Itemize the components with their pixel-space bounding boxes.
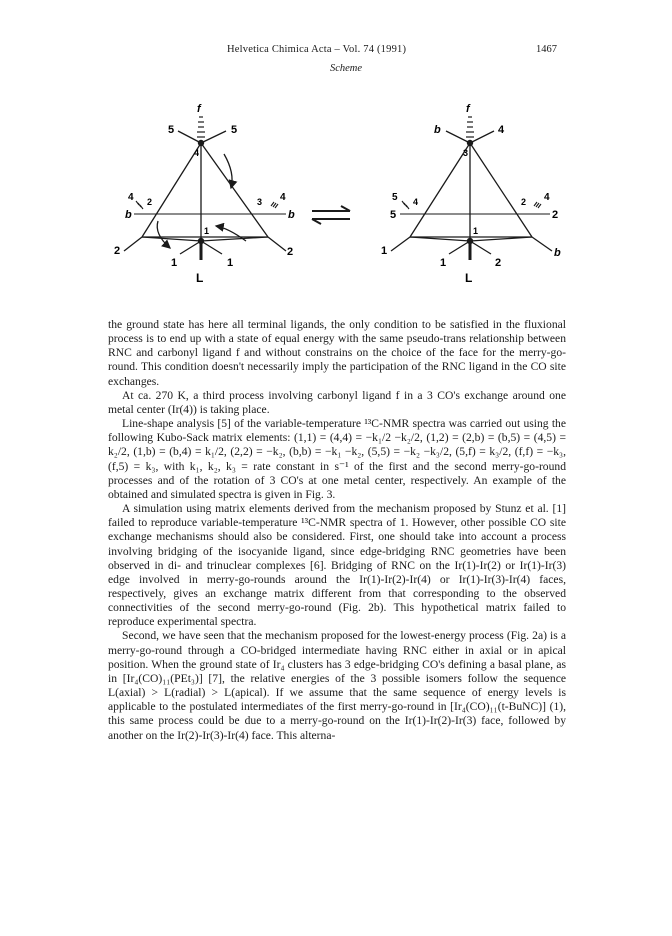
right-left-upper-label: 5: [392, 192, 398, 203]
right-left-lower-label: 1: [381, 245, 388, 257]
left-apex-metal-label: 4: [194, 148, 200, 158]
right-apex-left-label: b: [434, 124, 441, 136]
right-left-mid-label: 5: [390, 209, 397, 221]
left-right-mid-label: b: [288, 209, 295, 221]
left-cluster-labels: [114, 103, 295, 285]
equilibrium-arrows: [312, 206, 350, 224]
right-apex-metal-label: 3: [463, 148, 469, 158]
paragraph-2: At ca. 270 K, a third process involving carbonyl ligand f in a 3 CO's exchange around one metal center (Ir(4)) is taking place.: [108, 388, 566, 416]
right-right-upper-label: 4: [544, 192, 550, 203]
paragraph-5: Second, we have seen that the mechanism proposed for the lowest-energy process (Fig. 2a) is a merry-go-round through a CO-bridged intermediate having RNC either in axial or in apical position. When the ground state of Ir₄ clusters has 3 edge-bridging CO's defining a basal plane, as in [Ir₄(CO)₁₁(PEt₃)] [7], the relative energies of the 3 possible isomers follow the sequence L(axial) > L(radial) > L(apical). If we assume that the same sequence of energy levels is applicable to the postulated intermediates of the first merry-go-round in [Ir₄(CO)₁₁(t-BuNC)] (1), this same process could be due to a merry-go-round on the Ir(1)-Ir(2)-Ir(3) face, followed by another on the Ir(2)-Ir(3)-Ir(4) face. This alterna-: [108, 629, 566, 742]
right-right-metal-label: 2: [521, 197, 527, 207]
left-apex-left-label: 5: [168, 124, 175, 136]
right-right-lower-label: b: [554, 247, 561, 259]
right-apex-right-label: 4: [498, 124, 505, 136]
journal-title: Helvetica Chimica Acta – Vol. 74 (1991): [227, 44, 407, 55]
right-bottom-right-label: 2: [495, 257, 502, 269]
left-left-upper-label: 4: [128, 192, 134, 203]
left-bottom-right-label: 1: [227, 257, 234, 269]
reaction-scheme: [100, 76, 570, 294]
body-text: [108, 318, 566, 743]
right-bottom-ligand-label: L: [465, 271, 473, 285]
scheme-title: Scheme: [329, 63, 363, 74]
right-bottom-left-label: 1: [440, 257, 447, 269]
right-left-metal-label: 4: [413, 197, 419, 207]
page-number: 1467: [536, 44, 557, 55]
left-bottom-left-label: 1: [171, 257, 178, 269]
paragraph-1: the ground state has here all terminal ligands, the only condition to be satisfied in the fluxional process is to end up with a state of equal energy with the same pseudo-trans relationship between RNC and carbonyl ligand f and without constrains on the choice of the face for the merry-go-round. This condition doesn't necessarily imply the participation of the RNC ligand in the CO site exchanges.: [108, 318, 566, 388]
left-top-ligand-label: f: [197, 103, 201, 115]
left-apex-right-label: 5: [231, 124, 238, 136]
left-left-lower-label: 2: [114, 245, 121, 257]
left-cluster-diagram: [124, 117, 286, 260]
left-right-lower-label: 2: [287, 246, 294, 258]
paragraph-3: Line-shape analysis [5] of the variable-temperature ¹³C-NMR spectra was carried out using the following Kubo-Sack matrix elements: (1,1) = (4,4) = −k₁/2 −k₂/2, (1,2) = (2,b) = (b,5) = (4,5) = k₂/2, (1,b) = (b,4) = k₁/2, (2,2) = −k₂, (b,b) = −k₁ −k₂, (5,5) = −k₂ −k₃/2, (5,f) = k₃/2, (f,f) = −k₃, (f,5) = k₃, with k₁, k₂, k₃ = rate constant in s⁻¹ of the first and the second merry-go-round processes and of the rotation of 3 CO's at one metal center, respectively. An example of the obtained and simulated spectra is given in Fig. 3.: [108, 417, 566, 501]
left-right-metal-label: 3: [257, 197, 263, 207]
left-bottom-ligand-label: L: [196, 271, 204, 285]
right-right-mid-label: 2: [552, 209, 559, 221]
paragraph-4: A simulation using matrix elements derived from the mechanism proposed by Stunz et al. [1] failed to reproduce variable-temperature ¹³C-NMR spectra of 1. However, other possible CO site exchange mechanisms should also be considered. First, one should take into account a process involving bridging of the isocyanide ligand, since edge-bridging RNC geometries have been observed in di- and trinuclear complexes [6]. Bridging of RNC on the Ir(1)-Ir(2) or Ir(1)-Ir(3) edge involved in merry-go-rounds around the Ir(1)-Ir(2)-Ir(4) or Ir(1)-Ir(3)-Ir(4) faces, respectively, gives an exchange matrix different from that corresponding to the observed connectivities of the second merry-go-round (Fig. 2b). This hypothetical matrix failed to reproduce experimental spectra.: [108, 502, 566, 629]
left-left-mid-label: b: [125, 209, 132, 221]
left-left-metal-label: 2: [147, 197, 153, 207]
left-right-upper-label: 4: [280, 192, 286, 203]
right-bottom-metal-label: 1: [473, 226, 479, 236]
left-bottom-metal-label: 1: [204, 226, 210, 236]
right-top-ligand-label: f: [466, 103, 470, 115]
